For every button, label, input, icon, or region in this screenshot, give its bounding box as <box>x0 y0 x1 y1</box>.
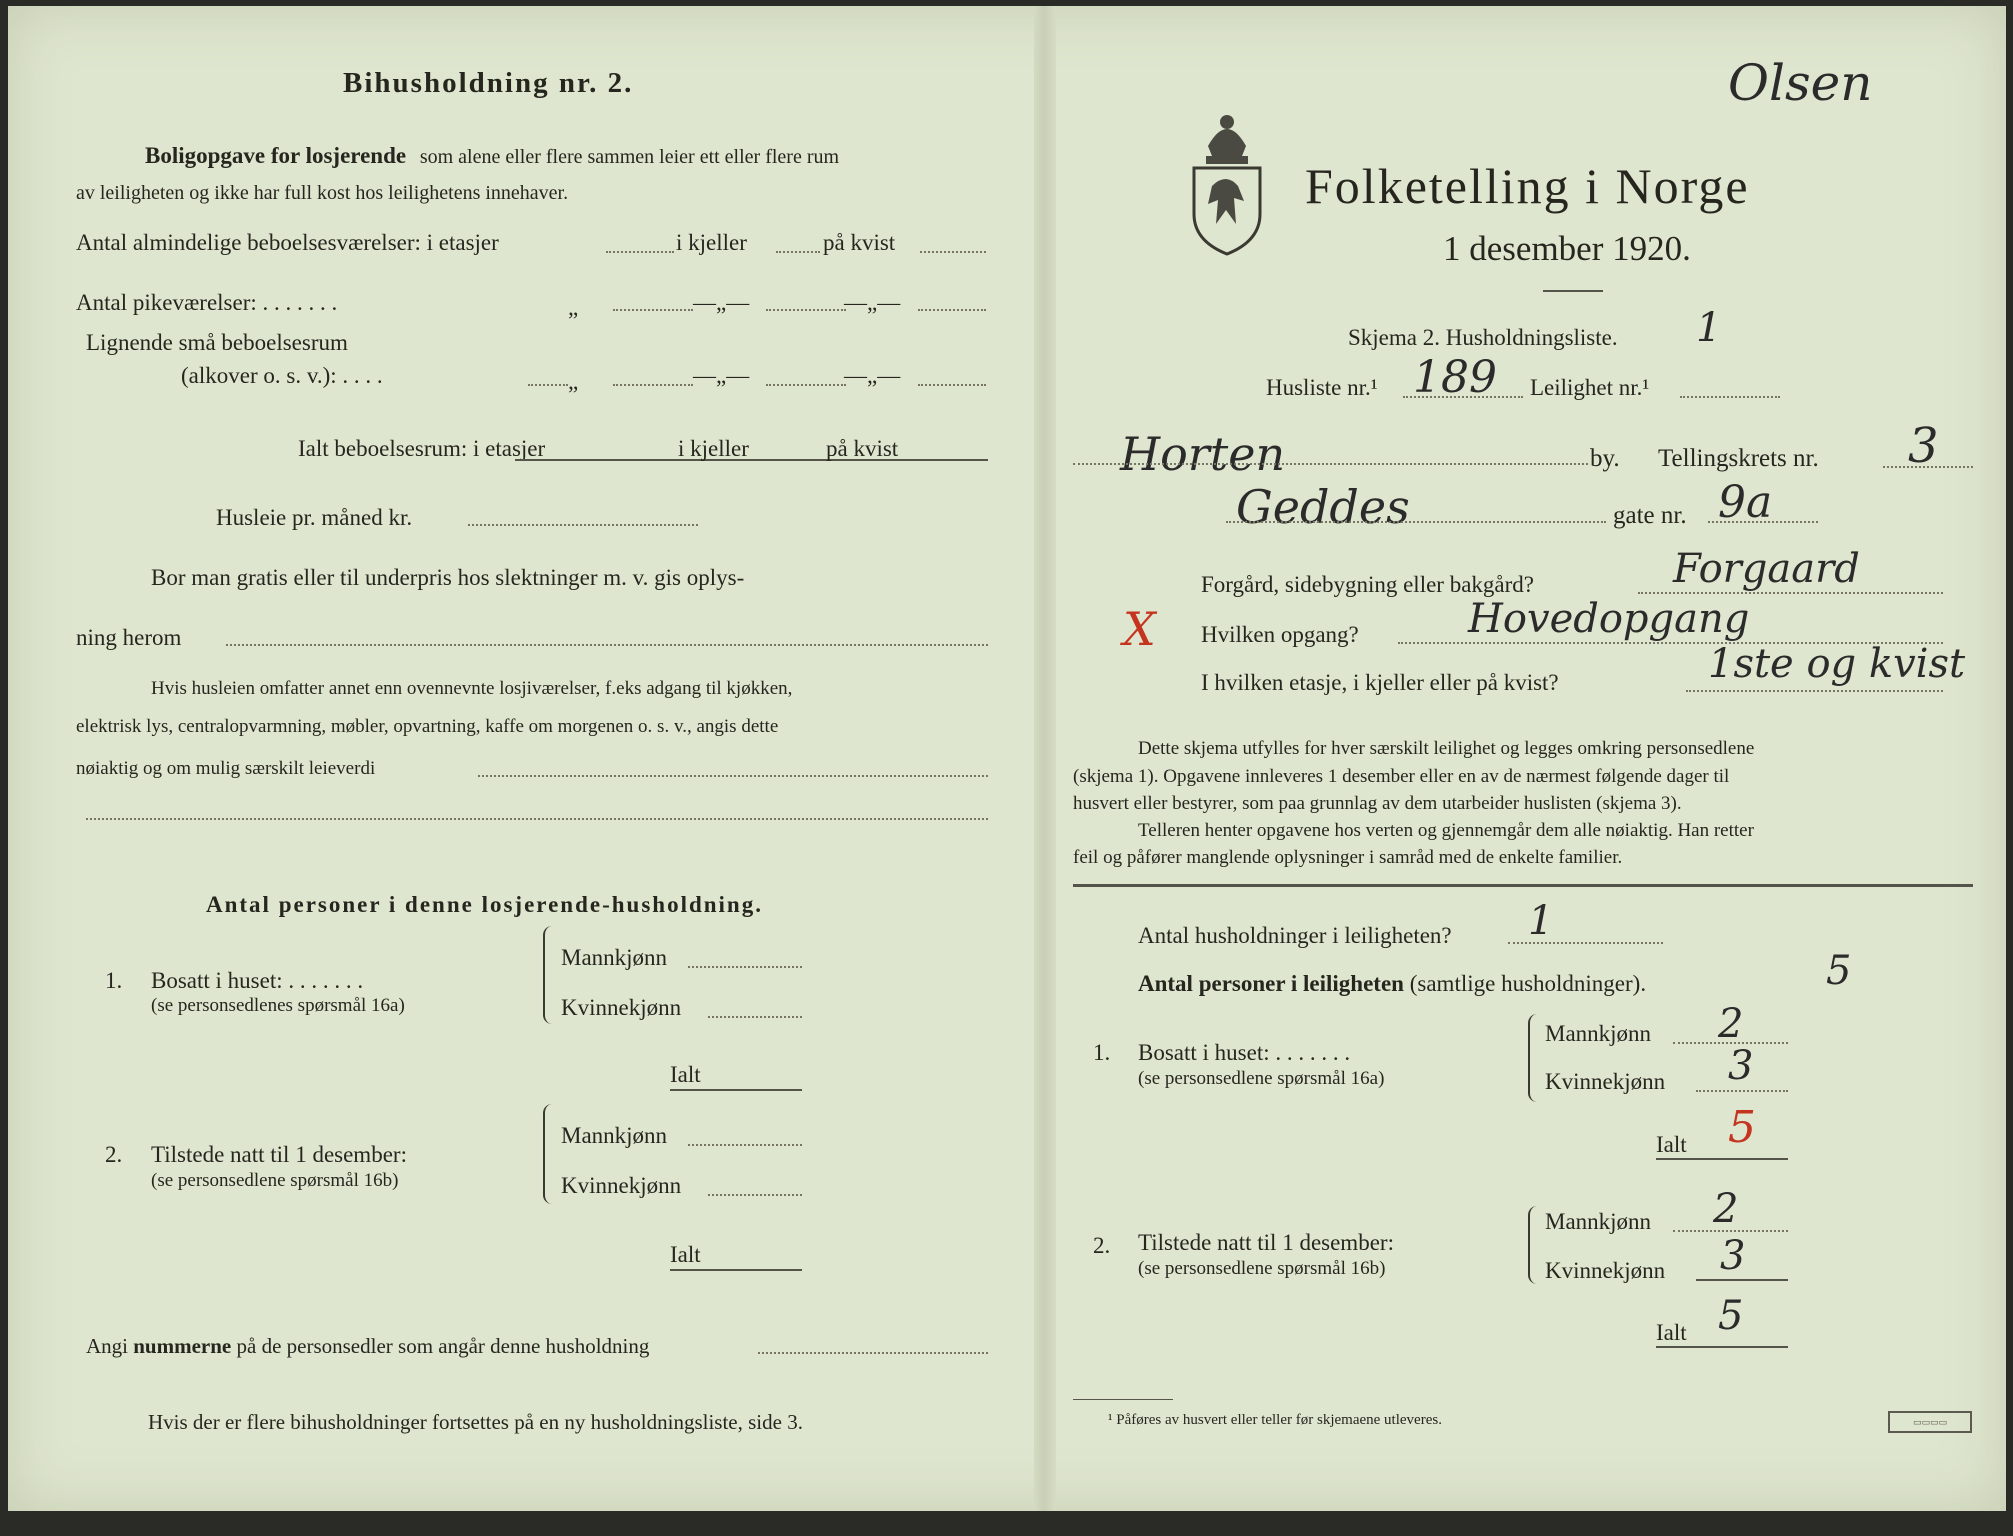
footnote: ¹ Påføres av husvert eller teller før skjemaene utleveres. <box>1108 1412 1442 1428</box>
census-form-sheet <box>8 6 2006 1511</box>
ditto-dash: —„— <box>844 290 901 315</box>
form-title: Folketelling i Norge <box>1305 158 1750 214</box>
free-housing-line-1: Bor man gratis eller til underpris hos slektninger m. v. gis oplys- <box>151 565 745 590</box>
small-rooms-label-2: (alkover o. s. v.): . . . . <box>181 363 383 388</box>
q1-female-label: Kvinnekjønn <box>1545 1069 1666 1094</box>
form-date: 1 desember 1920. <box>1443 229 1691 268</box>
q1-number: 1. <box>1093 1040 1111 1065</box>
apartment-label: Leilighet nr.¹ <box>1530 375 1650 400</box>
lodger-q2-male-label: Mannkjønn <box>561 1123 668 1148</box>
rooms-basement-label: i kjeller <box>676 230 747 255</box>
persons-value: 5 <box>1826 948 1852 994</box>
q2-number: 2. <box>1093 1233 1111 1258</box>
q1-total-label: Ialt <box>1656 1132 1687 1157</box>
entrance-value: Hovedopgang <box>1468 596 1750 642</box>
lodger-q2-ref: (se personsedlene spørsmål 16b) <box>151 1170 399 1191</box>
households-label: Antal husholdninger i leiligheten? <box>1138 923 1452 948</box>
ditto-mark: „ <box>568 295 579 320</box>
q1-ref: (se personsedlene spørsmål 16a) <box>1138 1068 1385 1089</box>
intro-line-1 <box>145 144 839 167</box>
q2-female-label: Kvinnekjønn <box>1545 1258 1666 1283</box>
q1-total-value: 5 <box>1728 1102 1756 1153</box>
persons-line <box>1138 972 1646 995</box>
q1-male-value: 2 <box>1718 1001 1744 1047</box>
ditto-mark: „ <box>568 369 579 394</box>
lodger-q1-ref: (se personsedlenes spørsmål 16a) <box>151 995 405 1016</box>
q2-male-label: Mannkjønn <box>1545 1209 1652 1234</box>
city-value: Horten <box>1120 427 1286 481</box>
free-housing-line-2: ning herom <box>76 625 182 650</box>
person-numbers-line: Angi nummerne på de personsedler som angår denne husholdning <box>86 1334 650 1358</box>
ditto-dash: —„— <box>693 290 750 315</box>
lodger-q1-label: Bosatt i huset: . . . . . . . <box>151 968 364 993</box>
q1-label: Bosatt i huset: . . . . . . . <box>1138 1040 1351 1065</box>
intro-line-2: av leiligheten og ikke har full kost hos leilighetens innehaver. <box>76 182 569 204</box>
lodger-q1-male-label: Mannkjønn <box>561 945 668 970</box>
instruction-line-5: feil og påfører manglende oplysninger i samråd med de enkelte familier. <box>1073 847 1623 868</box>
street-label: gate nr. <box>1613 502 1687 529</box>
small-rooms-label-1: Lignende små beboelsesrum <box>86 330 348 355</box>
q2-female-value: 3 <box>1720 1233 1746 1279</box>
red-x-mark: X <box>1123 602 1156 656</box>
lodger-q2-number: 2. <box>105 1142 123 1167</box>
yard-label: Forgård, sidebygning eller bakgård? <box>1201 572 1534 597</box>
street-value: Geddes <box>1236 480 1410 534</box>
yard-value: Forgaard <box>1673 546 1860 592</box>
lodger-q1-female-label: Kvinnekjønn <box>561 995 682 1020</box>
persons-rest: (samtlige husholdninger). <box>1409 971 1647 996</box>
left-footer: Hvis der er flere bihusholdninger fortsettes på en ny husholdningsliste, side 3. <box>148 1410 803 1434</box>
rent-note-3: nøiaktig og om mulig særskilt leieverdi <box>76 758 376 779</box>
page-fold <box>1034 6 1056 1511</box>
schema-number: 1 <box>1696 305 1722 351</box>
q2-ref: (se personsedlene spørsmål 16b) <box>1138 1258 1386 1279</box>
rooms-label: Antal almindelige beboelsesværelser: i etasjer <box>76 230 499 255</box>
district-label: Tellingskrets nr. <box>1658 445 1819 472</box>
instruction-line-1: Dette skjema utfylles for hver særskilt leilighet og legges omkring personsedlene <box>1138 738 1755 759</box>
q2-total-value: 5 <box>1718 1293 1744 1339</box>
instruction-line-2: (skjema 1). Opgavene innleveres 1 desember eller en av de nærmest følgende dager til <box>1073 766 1730 787</box>
lodger-q1-number: 1. <box>105 968 123 993</box>
handwritten-name: Olsen <box>1728 54 1873 112</box>
total-rooms-label: Ialt beboelsesrum: i etasjer <box>298 436 546 461</box>
city-label: by. <box>1590 445 1620 472</box>
district-value: 3 <box>1908 418 1939 474</box>
households-value: 1 <box>1528 898 1554 944</box>
q1-female-value: 3 <box>1728 1043 1754 1089</box>
floor-label: I hvilken etasje, i kjeller eller på kvist? <box>1201 670 1559 695</box>
maid-rooms-label: Antal pikeværelser: . . . . . . . <box>76 290 338 315</box>
rent-label: Husleie pr. måned kr. <box>216 505 413 530</box>
lodger-q2-total-label: Ialt <box>670 1242 701 1267</box>
entrance-label: Hvilken opgang? <box>1201 622 1359 647</box>
lodger-q2-female-label: Kvinnekjønn <box>561 1173 682 1198</box>
instruction-line-3: husvert eller bestyrer, som paa grunnlag av dem utarbeider huslisten (skjema 3). <box>1073 793 1682 814</box>
street-number-value: 9a <box>1718 477 1773 528</box>
house-list-value: 189 <box>1413 352 1497 403</box>
lodger-q1-total-label: Ialt <box>670 1062 701 1087</box>
rooms-attic-label: på kvist <box>823 230 896 255</box>
ditto-dash: —„— <box>693 363 750 388</box>
floor-value: 1ste og kvist <box>1708 641 1966 687</box>
printer-stamp-icon: ▭▭▭▭ <box>1888 1411 1972 1433</box>
left-title: Bihusholdning nr. 2. <box>343 67 634 99</box>
lodger-persons-heading: Antal personer i denne losjerende-husholdning. <box>206 892 763 917</box>
ditto-dash: —„— <box>844 363 901 388</box>
q2-total-label: Ialt <box>1656 1320 1687 1345</box>
q2-label: Tilstede natt til 1 desember: <box>1138 1230 1394 1255</box>
house-list-label: Husliste nr.¹ <box>1266 375 1378 400</box>
instruction-line-4: Telleren henter opgavene hos verten og gjennemgår dem alle nøiaktig. Han retter <box>1138 820 1754 841</box>
total-basement-label: i kjeller <box>678 436 749 461</box>
persons-bold: Antal personer i leiligheten <box>1138 971 1404 996</box>
rent-note-2: elektrisk lys, centralopvarmning, møbler, opvartning, kaffe om morgenen o. s. v., angis dette <box>76 716 779 737</box>
q1-male-label: Mannkjønn <box>1545 1021 1652 1046</box>
rent-note-1: Hvis husleien omfatter annet enn ovennevnte losjiværelser, f.eks adgang til kjøkken, <box>151 678 793 699</box>
intro-bold: Boligopgave for losjerende <box>145 143 407 168</box>
q2-male-value: 2 <box>1713 1186 1739 1232</box>
coat-of-arms-icon <box>1186 106 1268 256</box>
total-attic-label: på kvist <box>826 436 899 461</box>
intro-rest: som alene eller flere sammen leier ett eller flere rum <box>419 146 840 168</box>
schema-label: Skjema 2. Husholdningsliste. <box>1348 325 1618 350</box>
lodger-q2-label: Tilstede natt til 1 desember: <box>151 1142 407 1167</box>
